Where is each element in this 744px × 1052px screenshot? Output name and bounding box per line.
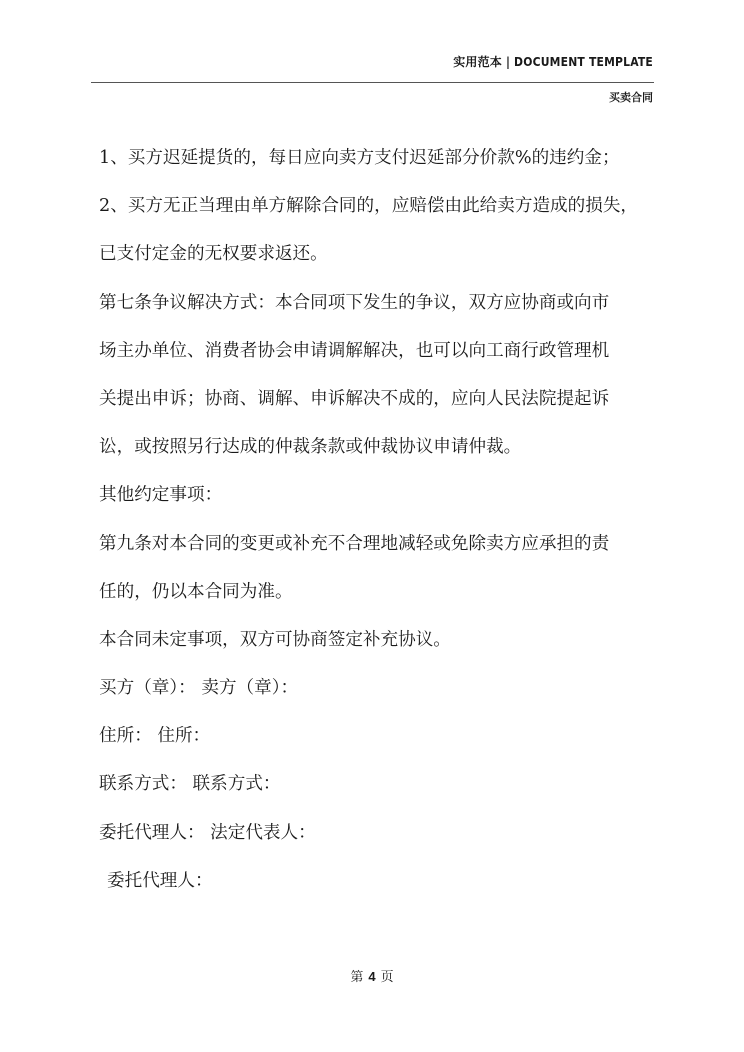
body-line: 1、买方迟延提货的，每日应向卖方支付迟延部分价款%的违约金； [99, 148, 620, 168]
body-line: 已支付定金的无权要求返还。 [99, 244, 328, 265]
body-line: 关提出申诉；协商、调解、申诉解决不成的，应向人民法院提起诉 [99, 388, 610, 409]
body-line: 第七条争议解决方式：本合同项下发生的争议，双方应协商或向市 [99, 292, 610, 313]
header-divider [91, 82, 654, 83]
body-line: 第九条对本合同的变更或补充不合理地减轻或免除卖方应承担的责 [99, 533, 610, 554]
document-body [99, 143, 669, 914]
body-line: 讼，或按照另行达成的仲裁条款或仲裁协议申请仲裁。 [99, 437, 522, 458]
body-line: 场主办单位、消费者协会申请调解解决，也可以向工商行政管理机 [99, 340, 610, 361]
page-number: 4 [368, 969, 376, 984]
signature-line-seal: 买方（章）： 卖方（章）： [99, 678, 299, 699]
body-line: 本合同未定事项，双方可协商签定补充协议。 [99, 629, 451, 650]
signature-line-contact: 联系方式： 联系方式： [99, 774, 281, 795]
body-line: 任的，仍以本合同为准。 [99, 581, 293, 602]
body-line: 2、买方无正当理由单方解除合同的，应赔偿由此给卖方造成的损失， [99, 196, 639, 217]
signature-line-agent: 委托代理人： 法定代表人： [99, 822, 316, 843]
header-title: 实用范本 | DOCUMENT TEMPLATE [453, 55, 653, 69]
page-footer [0, 966, 744, 985]
header-subtitle: 买卖合同 [609, 91, 653, 104]
footer-prefix: 第 [350, 970, 364, 985]
body-line: 其他约定事项： [99, 485, 223, 506]
footer-suffix: 页 [380, 970, 394, 985]
signature-line-address: 住所： 住所： [99, 726, 211, 747]
signature-line-agent-seller: 委托代理人： [107, 870, 213, 891]
